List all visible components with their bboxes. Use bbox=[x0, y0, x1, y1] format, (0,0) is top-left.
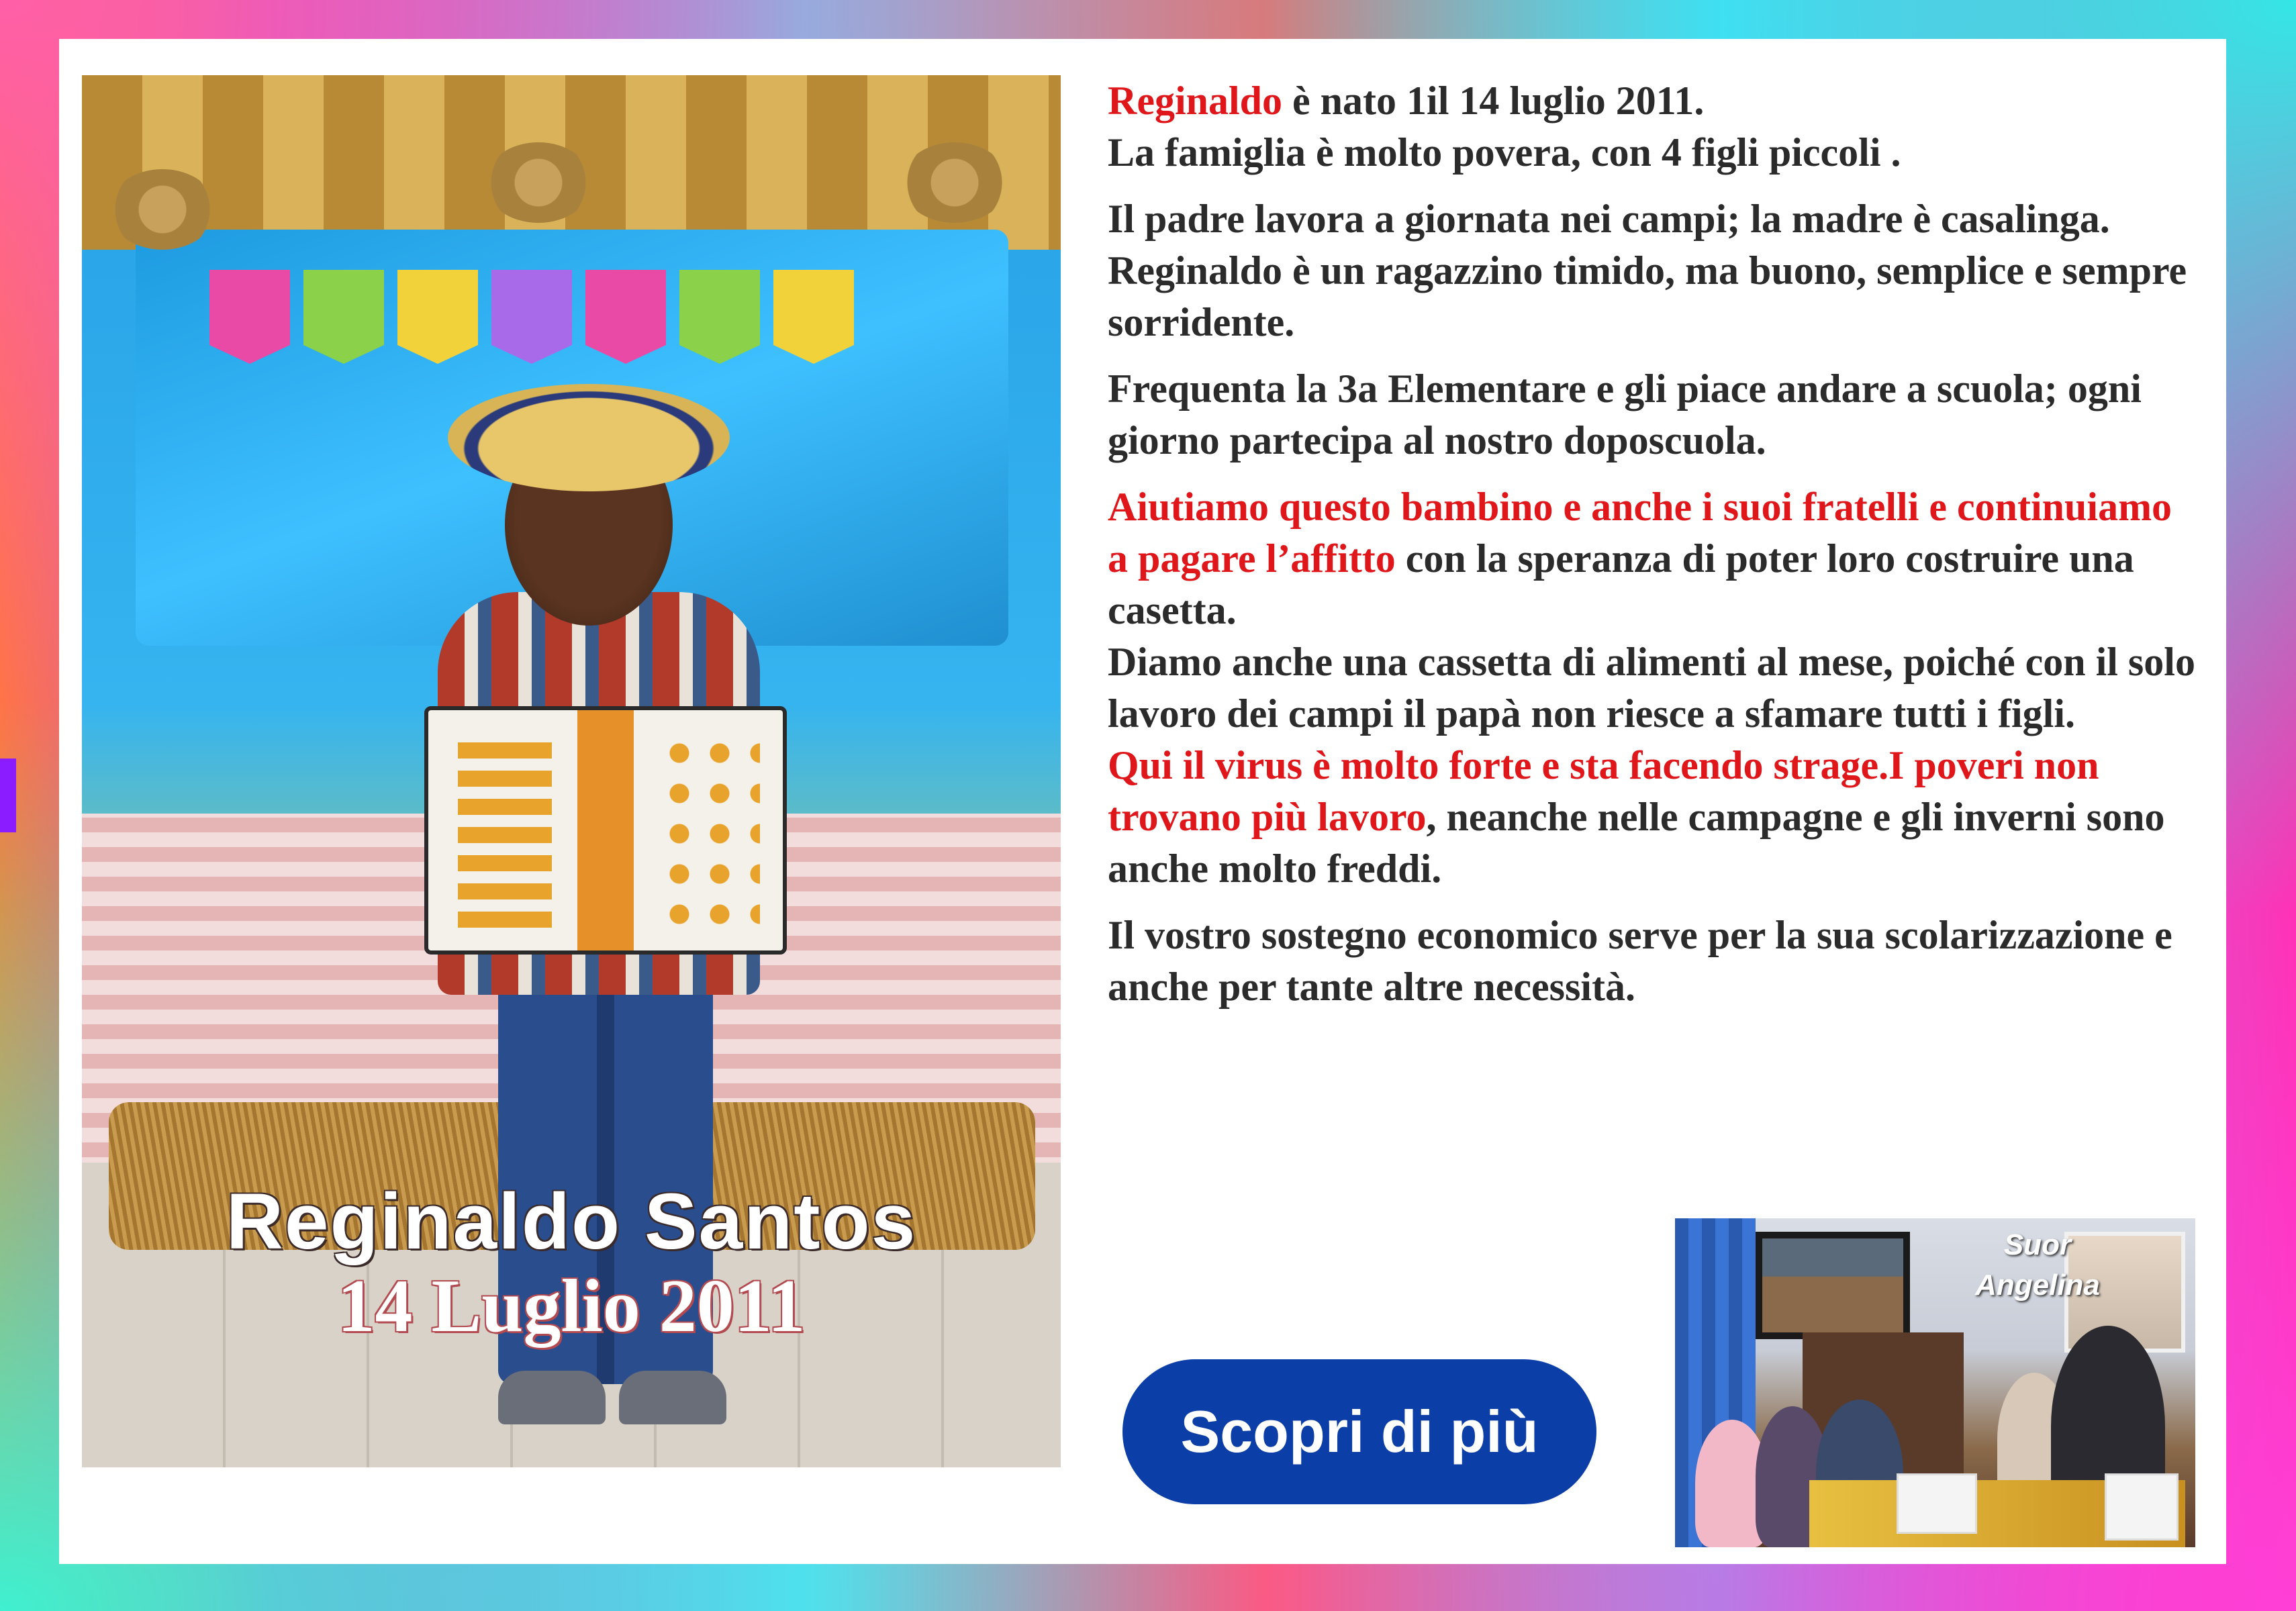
nun-name-label bbox=[1957, 1225, 2118, 1306]
nun-title: Suor bbox=[2003, 1228, 2072, 1261]
main-photo bbox=[82, 75, 1061, 1467]
decorative-stripe bbox=[0, 759, 16, 832]
paragraph-school: Frequenta la 3a Elementare e gli piace andare a scuola; ogni giorno partecipa al nostro doposcuola. bbox=[1108, 367, 2142, 462]
straw-hat-decoration bbox=[109, 169, 216, 250]
accordion-buttons bbox=[659, 733, 760, 934]
bunting-flag bbox=[491, 270, 572, 364]
paragraph-birth bbox=[1108, 75, 2195, 179]
nun-name: Angelina bbox=[1975, 1269, 2100, 1302]
family-text: La famiglia è molto povera, con 4 figli piccoli . bbox=[1108, 130, 1901, 175]
paragraph-support: Il vostro sostegno economico serve per la sua scolarizzazione e anche per tante altre necessità. bbox=[1108, 913, 2172, 1009]
photo-cards bbox=[1897, 1473, 1977, 1534]
straw-hat-decoration bbox=[901, 142, 1008, 223]
paragraph-appeal bbox=[1108, 481, 2195, 895]
shoe bbox=[619, 1371, 726, 1424]
bunting-flag bbox=[679, 270, 760, 364]
paragraph-parents bbox=[1108, 193, 2195, 348]
child-name-caption: Reginaldo Santos bbox=[226, 1177, 917, 1266]
television bbox=[1756, 1232, 1910, 1339]
virus-highlight: Qui il virus è molto forte e sta facendo strage.I poveri non trovano più lavoro bbox=[1108, 743, 2099, 839]
bunting-flag bbox=[209, 270, 290, 364]
appeal-text: con la speranza di poter loro costruire una casetta. bbox=[1108, 536, 2134, 632]
straw-hat-decoration bbox=[485, 142, 592, 223]
story-text bbox=[1108, 75, 2195, 1028]
food-text: Diamo anche una cassetta di alimenti al mese, poiché con il solo lavoro dei campi il papà non riesce a sfamare tutti i figli. bbox=[1108, 640, 2195, 736]
virus-text: , neanche nelle campagne e gli inverni sono anche molto freddi. bbox=[1108, 795, 2165, 891]
bunting-flag bbox=[397, 270, 478, 364]
parents-text: Il padre lavora a giornata nei campi; la madre è casalinga. bbox=[1108, 197, 2110, 241]
photo-cards bbox=[2105, 1473, 2179, 1541]
birth-date-caption: 14 Luglio 2011 bbox=[337, 1265, 806, 1348]
child-name: Reginaldo bbox=[1108, 79, 1283, 123]
bunting-flag bbox=[303, 270, 384, 364]
birth-text: è nato 1il 14 luglio 2011. bbox=[1282, 79, 1705, 123]
sister-angelina-photo bbox=[1675, 1218, 2195, 1547]
child-straw-hat bbox=[448, 384, 730, 491]
appeal-highlight: Aiutiamo questo bambino e anche i suoi fratelli e continuiamo a pagare l’affitto bbox=[1108, 485, 2172, 581]
character-text: Reginaldo è un ragazzino timido, ma buono, semplice e sempre sorridente. bbox=[1108, 248, 2187, 344]
accordion-keys bbox=[458, 740, 552, 928]
shoe bbox=[498, 1371, 606, 1424]
bunting-flag bbox=[773, 270, 854, 364]
learn-more-button[interactable]: Scopri di più bbox=[1122, 1359, 1596, 1504]
bunting-flag bbox=[585, 270, 666, 364]
